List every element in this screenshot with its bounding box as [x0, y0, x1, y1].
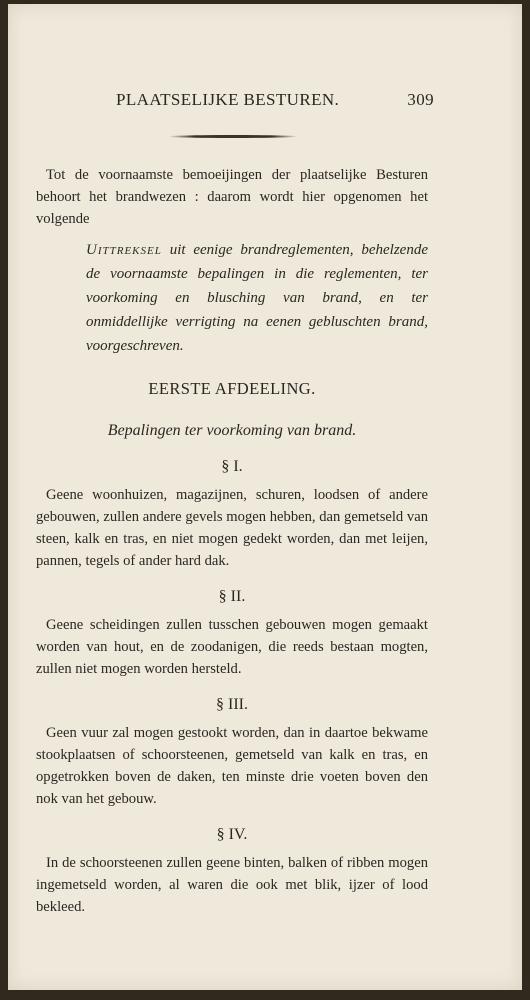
article-label: § III. — [216, 696, 248, 713]
article-text: Geen vuur zal mogen gestookt worden, dan in daartoe bekwame stookplaatsen of schoorsteenen, gemetseld van kalk en tras, en opgetrokken boven de daken, ten minste drie voeten boven den nok van het gebouw. — [36, 725, 428, 807]
ornamental-rule — [168, 135, 298, 138]
extract-lead: Uittreksel — [86, 242, 162, 258]
section-heading: EERSTE AFDEELING. — [148, 379, 316, 398]
article-text: In de schoorsteenen zullen geene binten, balken of ribben mogen ingemetseld worden, al waren die ook met blik, ijzer of lood bekleed. — [36, 855, 428, 915]
article-text: Geene scheidingen zullen tusschen gebouwen mogen gemaakt worden van hout, en de zoodanigen, die reeds bestaan mogten, zullen niet mogen worden hersteld. — [36, 617, 428, 677]
book-page — [8, 4, 522, 990]
article-label: § II. — [218, 588, 246, 605]
running-title: PLAATSELIJKE BESTUREN. — [116, 90, 340, 109]
article-label: § IV. — [216, 826, 248, 843]
intro-paragraph: Tot de voornaamste bemoeijingen der plaatselijke Besturen behoort het brandwezen : daarom wordt hier opgenomen het volgende — [36, 167, 428, 227]
extract-text: uit eenige brandreglementen, behelzende de voornaamste bepalingen in die reglementen, ter voorkoming en blusching van brand, en ter onmiddellijke verrigting na eenen gebluschten brand, voorgeschreven. — [86, 242, 428, 354]
section-subheading: Bepalingen ter voorkoming van brand. — [107, 422, 357, 439]
page-number: 309 — [407, 90, 434, 109]
page-body — [36, 164, 428, 918]
extract-paragraph — [86, 238, 428, 358]
article-text: Geene woonhuizen, magazijnen, schuren, loodsen of andere gebouwen, zullen andere gevels mogen hebben, dan gemetseld van steen, kalk en tras, en niet mogen gedekt worden, dan met leijen, pannen, tegels of ander hard dak. — [36, 487, 428, 569]
article-label: § I. — [221, 458, 243, 475]
